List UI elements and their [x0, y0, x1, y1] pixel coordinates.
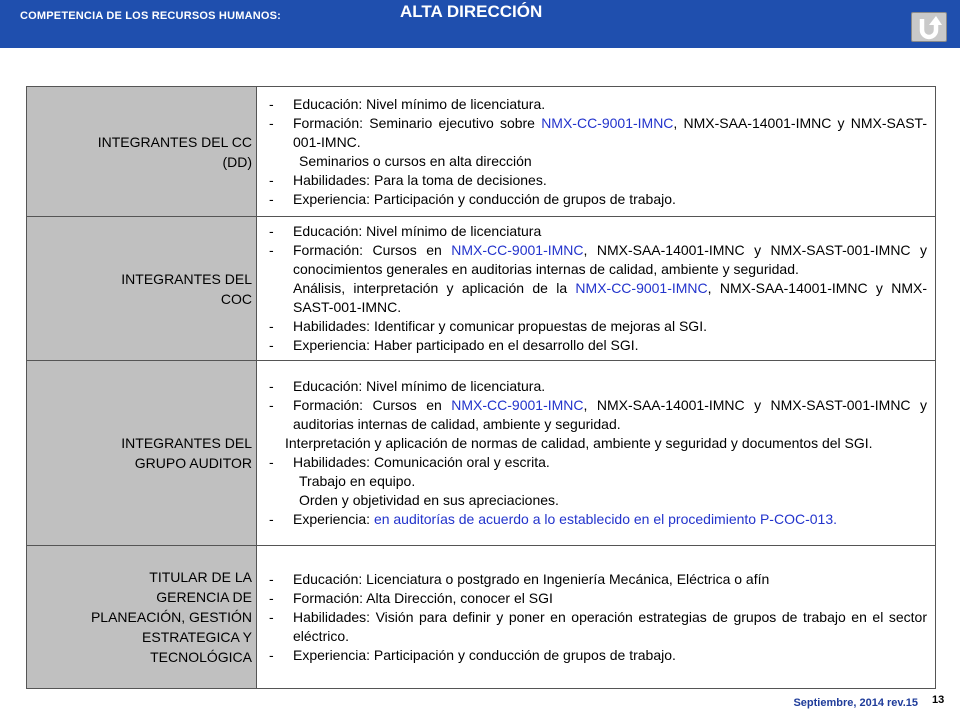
row-label-line: GRUPO AUDITOR [134, 455, 252, 471]
row-label [27, 361, 257, 546]
table-row [27, 87, 936, 217]
list-item: - Educación: Nivel mínimo de licenciatura. [269, 378, 546, 394]
procedure-reference: en auditorías de acuerdo a lo establecido en el procedimiento P-COC-013 [373, 511, 834, 527]
row-label [27, 217, 257, 361]
item-continuation: Orden y objetividad en sus apreciaciones. [299, 492, 559, 508]
table-row [27, 217, 936, 361]
page-title: ALTA DIRECCIÓN [400, 2, 543, 21]
row-description [257, 361, 936, 546]
row-label-line: INTEGRANTES DEL CC [97, 133, 252, 150]
row-label-line: TECNOLÓGICA [150, 649, 252, 665]
row-label-line: GERENCIA DE [156, 589, 252, 605]
list-item: - Educación: Licenciatura o postgrado en Ingeniería Mecánica, Eléctrica o afín [269, 570, 770, 587]
competency-table [26, 86, 936, 689]
list-item: - Formación: Cursos en NMX-CC-9001-IMNC, NMX-SAA-14001-IMNC y NMX-SAST-001-IMNC y conocimientos generales en auditorias internas de calidad, ambiente y seguridad. [269, 242, 927, 277]
standard-reference: NMX-CC-9001-IMNC [541, 114, 674, 131]
item-continuation: Análisis, interpretación y aplicación de la NMX-CC-9001-IMNC, NMX-SAA-14001-IMNC y NMX- SAST-001-IMNC. [293, 280, 927, 315]
item-continuation: Seminarios o cursos en alta dirección [299, 152, 532, 169]
item-continuation: Interpretación y aplicación de normas de calidad, ambiente y seguridad y documentos del SGI. [285, 435, 873, 451]
u-turn-arrow-icon [916, 14, 942, 41]
list-item: - Habilidades: Identificar y comunicar propuestas de mejoras al SGI. [269, 318, 707, 334]
list-item: - Experiencia: en auditorías de acuerdo a lo establecido en el procedimiento P-COC-013. [269, 511, 837, 527]
row-label-line: PLANEACIÓN, GESTIÓN [90, 609, 252, 625]
back-button[interactable] [911, 12, 947, 42]
list-item: - Habilidades: Comunicación oral y escrita. [269, 454, 550, 470]
list-item: - Educación: Nivel mínimo de licenciatura [269, 223, 542, 239]
row-label-line: TITULAR DE LA [149, 569, 252, 585]
row-description [257, 217, 936, 361]
list-item: - Educación: Nivel mínimo de licenciatura. [269, 95, 546, 112]
list-item: - Formación: Seminario ejecutivo sobre NMX-CC-9001-IMNC, NMX-SAA-14001-IMNC y NMX-SAST-001-IMNC. [269, 114, 927, 150]
table-row [27, 546, 936, 689]
row-label-line: COC [220, 290, 252, 307]
header-bar [0, 0, 960, 48]
list-item: - Experiencia: Participación y conducción de grupos de trabajo. [269, 190, 676, 207]
row-label-line: INTEGRANTES DEL [121, 270, 252, 287]
row-label [27, 546, 257, 689]
row-label-line: (DD) [222, 153, 252, 170]
list-item: - Experiencia: Haber participado en el desarrollo del SGI. [269, 337, 639, 353]
list-item: - Experiencia: Participación y conducción de grupos de trabajo. [269, 646, 676, 663]
standard-reference: NMX-CC-9001-IMNC [575, 280, 708, 296]
standard-reference: NMX-CC-9001-IMNC [451, 242, 584, 258]
footer-date: Septiembre, 2014 rev.15 [793, 697, 918, 709]
row-description [257, 546, 936, 689]
list-item: - Habilidades: Para la toma de decisiones. [269, 171, 547, 188]
standard-reference: NMX-CC-9001-IMNC [451, 397, 584, 413]
list-item: - Formación: Alta Dirección, conocer el SGI [269, 589, 553, 606]
list-item: - Formación: Cursos en NMX-CC-9001-IMNC, NMX-SAA-14001-IMNC y NMX-SAST-001-IMNC y auditorias internas de calidad, ambiente y seguridad. [269, 397, 927, 432]
page-number: 13 [932, 694, 945, 706]
item-continuation: Trabajo en equipo. [299, 473, 416, 489]
row-description [257, 87, 936, 217]
table-row [27, 361, 936, 546]
header-subtitle: COMPETENCIA DE LOS RECURSOS HUMANOS: [20, 10, 282, 22]
list-item: - Habilidades: Visión para definir y poner en operación estrategias de grupos de trabajo en el sector eléctrico. [269, 608, 927, 644]
row-label [27, 87, 257, 217]
row-label-line: ESTRATEGICA Y [142, 629, 252, 645]
row-label-line: INTEGRANTES DEL [121, 435, 252, 451]
